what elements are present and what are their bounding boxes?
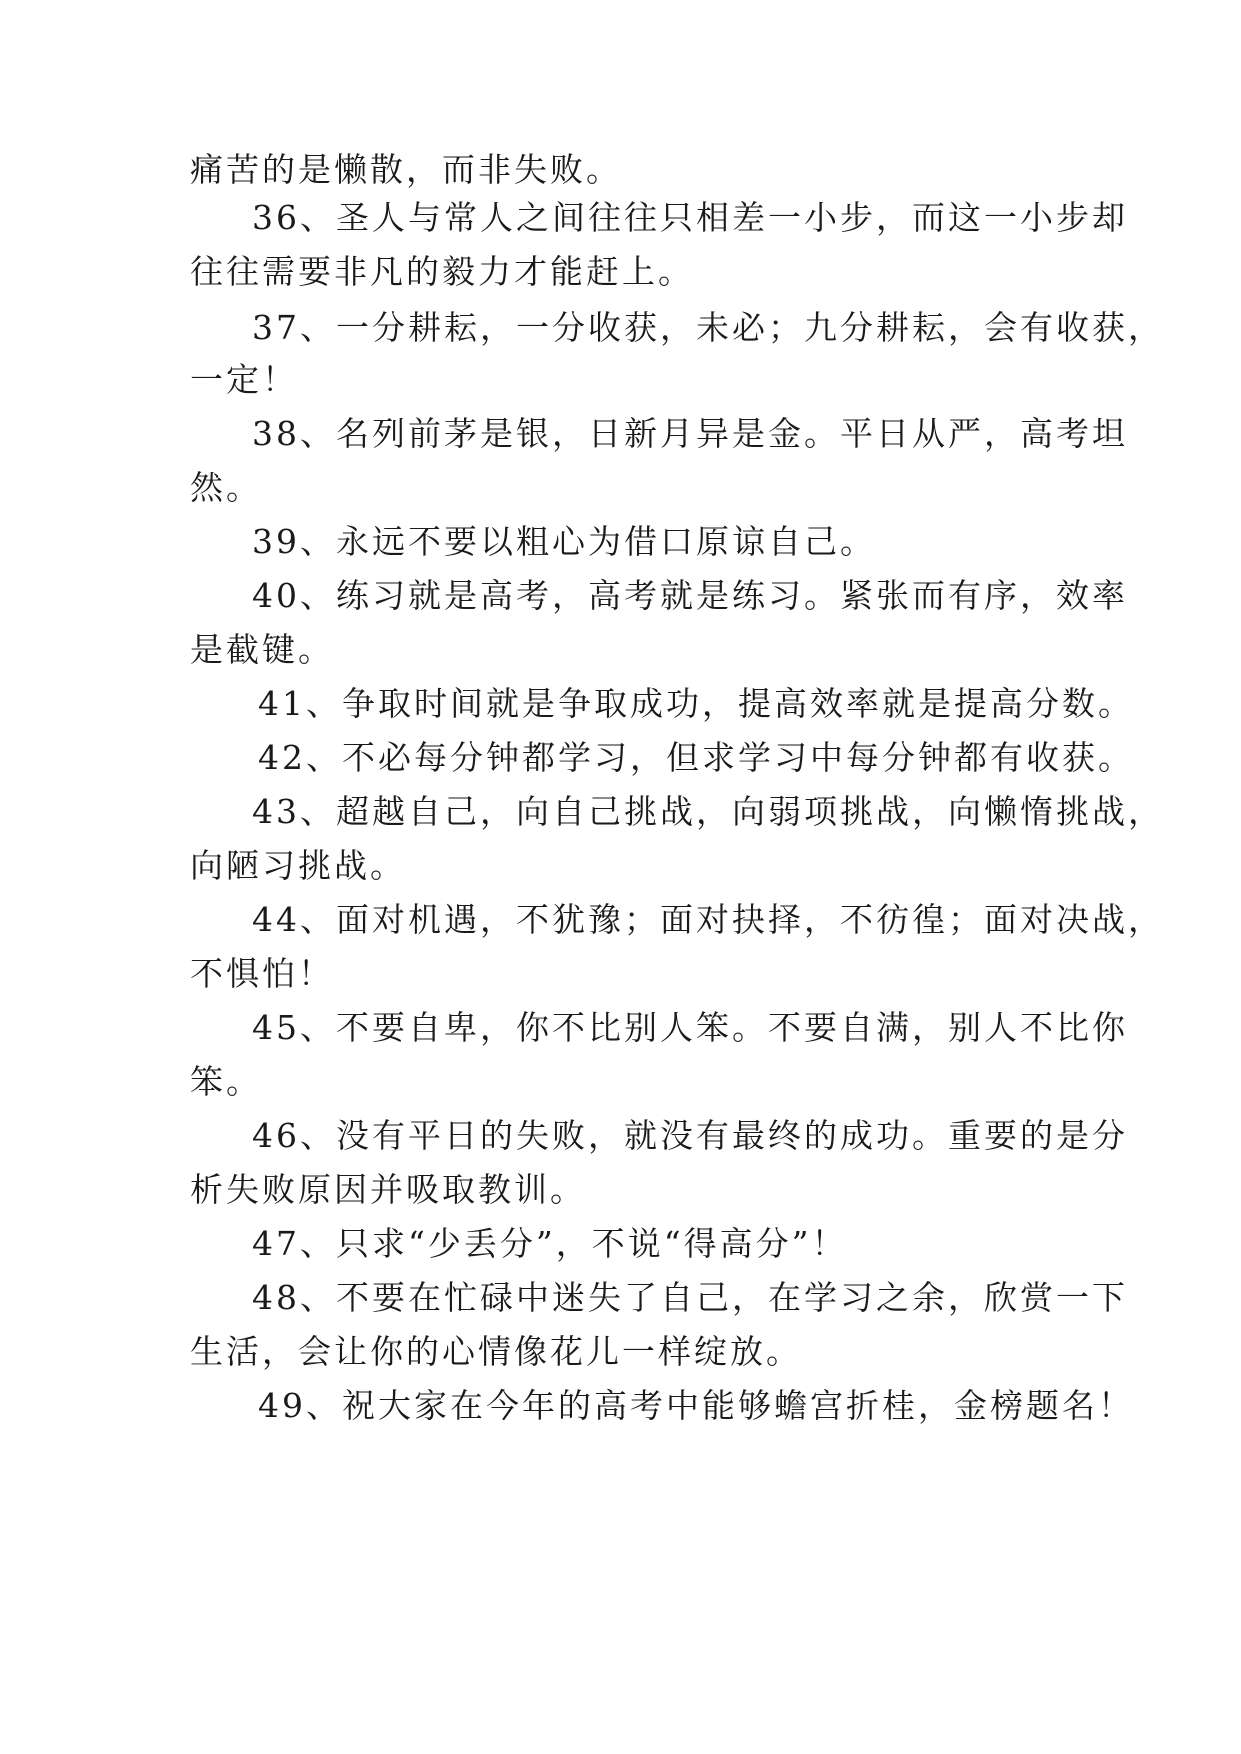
paragraph-line: 生活，会让你的心情像花儿一样绽放。 xyxy=(190,1332,802,1371)
paragraph-line-47: 47、只求“少丢分”，不说“得高分”！ xyxy=(252,1224,848,1263)
paragraph-line-40: 40、练习就是高考，高考就是练习。紧张而有序，效率 xyxy=(252,576,1128,615)
paragraph-line: 是截键。 xyxy=(190,630,334,669)
paragraph-line-41: 41、争取时间就是争取成功，提高效率就是提高分数。 xyxy=(258,684,1134,723)
paragraph-line-37: 37、一分耕耘，一分收获，未必；九分耕耘，会有收获， xyxy=(252,308,1164,347)
paragraph-line-38: 38、名列前茅是银，日新月异是金。平日从严，高考坦 xyxy=(252,414,1128,453)
paragraph-line: 析失败原因并吸取教训。 xyxy=(190,1170,586,1209)
paragraph-line: 往往需要非凡的毅力才能赶上。 xyxy=(190,252,694,291)
paragraph-line-48: 48、不要在忙碌中迷失了自己，在学习之余，欣赏一下 xyxy=(252,1278,1128,1317)
paragraph-line: 一定！ xyxy=(190,360,298,399)
paragraph-line: 不惧怕！ xyxy=(190,954,334,993)
paragraph-line-36: 36、圣人与常人之间往往只相差一小步，而这一小步却 xyxy=(252,198,1128,237)
paragraph-line-49: 49、祝大家在今年的高考中能够蟾宫折桂，金榜题名！ xyxy=(258,1386,1134,1425)
paragraph-line-43: 43、超越自己，向自己挑战，向弱项挑战，向懒惰挑战， xyxy=(252,792,1164,831)
paragraph-line-45: 45、不要自卑，你不比别人笨。不要自满，别人不比你 xyxy=(252,1008,1128,1047)
paragraph-line-46: 46、没有平日的失败，就没有最终的成功。重要的是分 xyxy=(252,1116,1128,1155)
paragraph-line: 然。 xyxy=(190,468,262,507)
paragraph-line-42: 42、不必每分钟都学习，但求学习中每分钟都有收获。 xyxy=(258,738,1134,777)
paragraph-line-39: 39、永远不要以粗心为借口原谅自己。 xyxy=(252,522,876,561)
paragraph-line-44: 44、面对机遇，不犹豫；面对抉择，不彷徨；面对决战， xyxy=(252,900,1164,939)
paragraph-line: 痛苦的是懒散，而非失败。 xyxy=(190,150,622,189)
paragraph-line: 向陋习挑战。 xyxy=(190,846,406,885)
paragraph-line: 笨。 xyxy=(190,1062,262,1101)
